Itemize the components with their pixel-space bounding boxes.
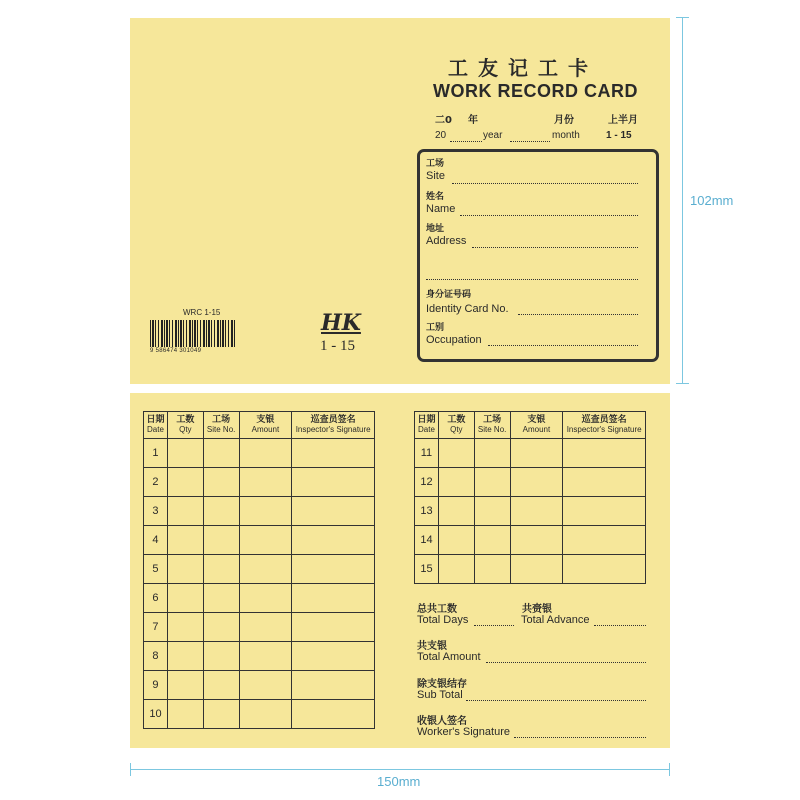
table-cell[interactable]	[438, 555, 474, 584]
sub-total-cn: 除支银结存	[417, 679, 467, 690]
address-label-cn: 地址	[426, 224, 445, 234]
table-cell[interactable]	[203, 468, 239, 497]
table-row	[415, 555, 646, 584]
date-prefix: 20	[435, 130, 447, 141]
address-line-1	[472, 247, 638, 248]
worker-signature-label: Worker's Signature	[417, 726, 510, 738]
logo-subtitle: 1 - 15	[320, 338, 355, 354]
table-cell[interactable]	[474, 497, 510, 526]
sub-total-label: Sub Total	[417, 689, 463, 701]
date-year-label: year	[483, 130, 503, 141]
header-inspector-s-signature	[292, 412, 375, 439]
name-label: Name	[426, 203, 456, 215]
table-row	[415, 439, 646, 468]
day-number: 3	[144, 497, 168, 526]
day-number: 11	[415, 439, 439, 468]
table-cell[interactable]	[292, 439, 375, 468]
table-cell[interactable]	[292, 555, 375, 584]
header-qty	[167, 412, 203, 439]
day-number: 13	[415, 497, 439, 526]
header-site-no	[203, 412, 239, 439]
id-label: Identity Card No.	[426, 303, 509, 315]
day-number: 15	[415, 555, 439, 584]
header-en: Inspector's Signature	[295, 425, 371, 434]
day-number: 6	[144, 584, 168, 613]
table-cell[interactable]	[510, 526, 563, 555]
day-number: 7	[144, 613, 168, 642]
header-cn: 工场	[483, 415, 502, 425]
table-cell[interactable]	[563, 497, 646, 526]
table-row	[415, 526, 646, 555]
barcode	[150, 320, 236, 356]
table-cell[interactable]	[203, 642, 239, 671]
total-amount-label: Total Amount	[417, 651, 481, 663]
header-cn: 工场	[212, 415, 231, 425]
day-number: 5	[144, 555, 168, 584]
date-month-cn: 月份	[554, 115, 574, 126]
header-en: Date	[418, 425, 435, 434]
hk-logo: HK	[321, 310, 361, 336]
table-row	[144, 700, 375, 729]
table-cell[interactable]	[203, 613, 239, 642]
table-row	[144, 526, 375, 555]
title-chinese: 工友记工卡	[448, 56, 598, 80]
table-cell[interactable]	[563, 468, 646, 497]
header-cn: 工数	[447, 415, 466, 425]
table-cell[interactable]	[167, 642, 203, 671]
header-en: Inspector's Signature	[566, 425, 642, 434]
table-cell[interactable]	[239, 439, 292, 468]
table-cell[interactable]	[474, 468, 510, 497]
name-label-cn: 姓名	[426, 192, 445, 202]
sub-total-line	[466, 700, 646, 701]
table-cell[interactable]	[167, 555, 203, 584]
table-cell[interactable]	[239, 468, 292, 497]
table-row	[144, 439, 375, 468]
table-cell[interactable]	[438, 526, 474, 555]
total-advance-cn: 共赍银	[522, 604, 552, 615]
date-year-cn: 二0	[435, 115, 452, 126]
total-days-cn: 总共工数	[417, 604, 457, 615]
header-en: Site No.	[477, 425, 507, 434]
header-cn: 日期	[146, 415, 165, 425]
header-amount	[239, 412, 292, 439]
table-row	[144, 671, 375, 700]
id-label-cn: 身分证号码	[426, 290, 472, 300]
table-cell[interactable]	[239, 555, 292, 584]
worker-signature-line	[514, 737, 646, 738]
table-cell[interactable]	[563, 526, 646, 555]
table-cell[interactable]	[239, 497, 292, 526]
table-cell[interactable]	[292, 671, 375, 700]
header-en: Qty	[450, 425, 463, 434]
table-cell[interactable]	[167, 613, 203, 642]
table-cell[interactable]	[239, 642, 292, 671]
table-row	[144, 613, 375, 642]
table-cell[interactable]	[510, 468, 563, 497]
header-inspector-s-signature	[563, 412, 646, 439]
table-cell[interactable]	[438, 439, 474, 468]
title-english: WORK RECORD CARD	[433, 81, 638, 101]
table-cell[interactable]	[292, 497, 375, 526]
table-row	[415, 497, 646, 526]
day-number: 9	[144, 671, 168, 700]
table-cell[interactable]	[510, 439, 563, 468]
table-cell[interactable]	[203, 671, 239, 700]
day-number: 12	[415, 468, 439, 497]
header-amount	[510, 412, 563, 439]
site-line	[452, 183, 638, 184]
table-cell[interactable]	[167, 526, 203, 555]
date-half-cn: 上半月	[608, 115, 638, 126]
table-row	[144, 642, 375, 671]
table-cell[interactable]	[167, 700, 203, 729]
table-row	[144, 555, 375, 584]
header-site-no	[474, 412, 510, 439]
day-number: 1	[144, 439, 168, 468]
day-number: 10	[144, 700, 168, 729]
table-cell[interactable]	[292, 642, 375, 671]
site-label: Site	[426, 170, 445, 182]
header-cn: 支银	[527, 415, 546, 425]
height-dim-bottom-tick	[676, 383, 689, 384]
info-box	[417, 149, 659, 362]
header-cn: 日期	[417, 415, 436, 425]
total-amount-cn: 共支银	[417, 641, 447, 652]
header-date	[144, 412, 168, 439]
record-table-right	[414, 411, 646, 584]
table-cell[interactable]	[203, 700, 239, 729]
name-line	[460, 215, 638, 216]
table-cell[interactable]	[438, 468, 474, 497]
table-cell[interactable]	[563, 439, 646, 468]
table-cell[interactable]	[239, 526, 292, 555]
table-cell[interactable]	[292, 613, 375, 642]
height-dimension: 102mm	[690, 193, 734, 208]
header-date	[415, 412, 439, 439]
table-cell[interactable]	[510, 555, 563, 584]
total-days-line	[474, 625, 514, 626]
table-cell[interactable]	[292, 468, 375, 497]
width-dim-line	[130, 769, 670, 770]
table-cell[interactable]	[292, 584, 375, 613]
occupation-line	[488, 345, 638, 346]
header-cn: 巡查员签名	[581, 415, 627, 425]
table-cell[interactable]	[239, 700, 292, 729]
height-dim-line	[682, 17, 683, 384]
product-code: WRC 1-15	[183, 308, 221, 317]
card-back	[130, 393, 670, 748]
table-cell[interactable]	[203, 584, 239, 613]
width-dim-right-tick	[669, 763, 670, 776]
date-range: 1 - 15	[606, 130, 632, 141]
occupation-label-cn: 工别	[426, 323, 445, 333]
table-cell[interactable]	[474, 555, 510, 584]
address-label: Address	[426, 235, 467, 247]
table-cell[interactable]	[203, 555, 239, 584]
header-cn: 巡查员签名	[310, 415, 356, 425]
table-cell[interactable]	[474, 439, 510, 468]
record-table-left	[143, 411, 375, 729]
date-month-label: month	[552, 130, 580, 141]
occupation-label: Occupation	[426, 334, 482, 346]
table-row	[144, 468, 375, 497]
header-en: Qty	[179, 425, 192, 434]
table-cell[interactable]	[474, 526, 510, 555]
header-cn: 工数	[176, 415, 195, 425]
total-days-label: Total Days	[417, 614, 469, 626]
table-cell[interactable]	[203, 439, 239, 468]
barcode-bars	[150, 320, 236, 347]
header-en: Site No.	[206, 425, 236, 434]
site-label-cn: 工场	[426, 159, 445, 169]
barcode-number: 9 586474 301049	[150, 348, 202, 354]
header-en: Date	[147, 425, 164, 434]
table-row	[144, 497, 375, 526]
total-advance-label: Total Advance	[521, 614, 590, 626]
table-cell[interactable]	[239, 613, 292, 642]
day-number: 14	[415, 526, 439, 555]
table-cell[interactable]	[167, 671, 203, 700]
header-cn: 支银	[256, 415, 275, 425]
table-row	[415, 468, 646, 497]
day-number: 4	[144, 526, 168, 555]
day-number: 8	[144, 642, 168, 671]
total-advance-line	[594, 625, 646, 626]
table-cell[interactable]	[203, 526, 239, 555]
table-cell[interactable]	[167, 468, 203, 497]
total-amount-line	[486, 662, 646, 663]
table-cell[interactable]	[167, 497, 203, 526]
table-cell[interactable]	[292, 700, 375, 729]
table-row	[144, 584, 375, 613]
id-line	[518, 314, 638, 315]
table-cell[interactable]	[239, 671, 292, 700]
table-cell[interactable]	[438, 497, 474, 526]
address-line-2	[426, 279, 638, 280]
table-cell[interactable]	[239, 584, 292, 613]
table-cell[interactable]	[203, 497, 239, 526]
table-cell[interactable]	[563, 555, 646, 584]
header-en: Amount	[522, 425, 551, 434]
header-qty	[438, 412, 474, 439]
table-cell[interactable]	[167, 439, 203, 468]
table-cell[interactable]	[510, 497, 563, 526]
table-cell[interactable]	[292, 526, 375, 555]
worker-signature-cn: 收银人签名	[417, 716, 467, 727]
day-number: 2	[144, 468, 168, 497]
width-dimension: 150mm	[377, 774, 421, 789]
card-front	[130, 18, 670, 384]
date-year-unit-cn: 年	[468, 115, 478, 126]
table-cell[interactable]	[167, 584, 203, 613]
header-en: Amount	[251, 425, 280, 434]
